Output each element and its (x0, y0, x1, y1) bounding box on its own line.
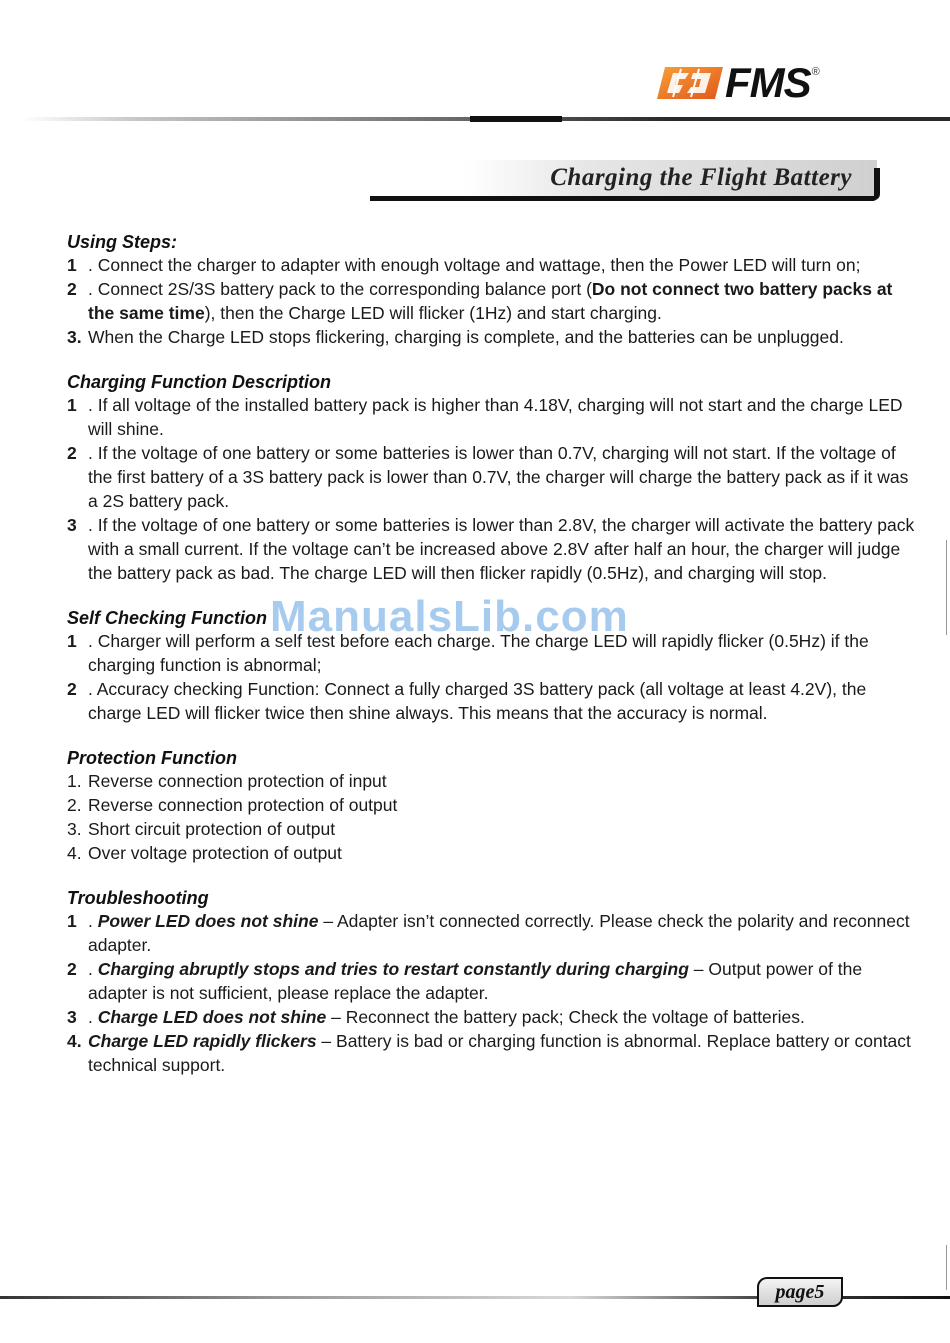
item-bold-text: Charge LED does not shine (97, 1007, 327, 1027)
item-number: 3. (67, 819, 82, 839)
item-number: 2. (67, 795, 82, 815)
item-number: 2 (67, 279, 77, 299)
item-text: Reverse connection protection of input (88, 771, 387, 791)
watermark: ManualsLib.com (270, 592, 629, 641)
page-number: page5 (775, 1280, 825, 1303)
list-item (67, 513, 917, 585)
item-number: 1 (67, 911, 77, 931)
title-underline (370, 196, 878, 201)
item-text: . Charger will perform a self test before each charge. The charge LED will rapidly flicker (0.5Hz) if the charging function is abnormal; (88, 631, 869, 675)
list-item (67, 393, 917, 441)
item-text: When the Charge LED stops flickering, charging is complete, and the batteries can be unplugged. (88, 327, 844, 347)
section-heading: Using Steps: (67, 232, 178, 252)
list-item (67, 957, 917, 1005)
item-text: . (88, 1007, 98, 1027)
item-number: 4. (67, 1031, 82, 1051)
item-text: . Connect 2S/3S battery pack to the corresponding balance port ( (88, 279, 592, 299)
item-number: 4. (67, 843, 82, 863)
troubleshooting-section (67, 887, 917, 1077)
registered-mark: ® (811, 66, 820, 78)
title-hook (874, 168, 880, 200)
fms-logo-mark-icon (655, 65, 723, 101)
list-item (67, 1005, 917, 1029)
item-text: ), then the Charge LED will flicker (1Hz) and start charging. (204, 303, 662, 323)
item-text: – Reconnect the battery pack; Check the voltage of batteries. (326, 1007, 805, 1027)
item-number: 1 (67, 631, 77, 651)
section-heading: Charging Function Description (67, 372, 331, 392)
manual-content (67, 231, 917, 1099)
item-bold-text: Charging abruptly stops and tries to restart constantly during charging (97, 959, 689, 979)
item-text: Over voltage protection of output (88, 843, 342, 863)
section-heading: Troubleshooting (67, 888, 209, 908)
item-text: . Connect the charger to adapter with enough voltage and wattage, then the Power LED will turn on; (88, 255, 861, 275)
item-text: . If the voltage of one battery or some batteries is lower than 0.7V, charging will not start. If the voltage of the first battery of a 3S battery pack is lower than 0.7V, the charger will charge the battery pack as if it was a 2S battery pack. (88, 443, 909, 511)
item-text: . (88, 959, 98, 979)
section-heading: Protection Function (67, 748, 237, 768)
margin-line (946, 540, 947, 635)
item-text: . If the voltage of one battery or some batteries is lower than 2.8V, the charger will activate the battery pack with a small current. If the voltage can’t be increased above 2.8V after half an hour, the charger will judge the battery pack as bad. The charge LED will then flicker rapidly (0.5Hz), and charging will stop. (88, 515, 915, 583)
list-item (67, 909, 917, 957)
item-number: 1 (67, 255, 77, 275)
list-item (67, 677, 917, 725)
item-bold-text: Charge LED rapidly flickers (88, 1031, 317, 1051)
item-number: 2 (67, 679, 77, 699)
item-text: . Accuracy checking Function: Connect a fully charged 3S battery pack (all voltage at least 4.2V), the charge LED will flicker twice then shine always. This means that the accuracy is normal. (88, 679, 867, 723)
item-text: – Battery is bad or charging function is abnormal. Replace battery or contact technical support. (88, 1031, 911, 1075)
item-number: 1 (67, 395, 77, 415)
brand-logo (655, 60, 865, 106)
page-title: Charging the Flight Battery (550, 164, 852, 191)
list-item (67, 325, 917, 349)
list-item (67, 441, 917, 513)
charging-function-section (67, 371, 917, 585)
list-item (67, 253, 917, 277)
item-text: . If all voltage of the installed battery pack is higher than 4.18V, charging will not start and the charge LED will shine. (88, 395, 903, 439)
item-number: 3 (67, 515, 77, 535)
list-item (67, 1029, 917, 1077)
protection-section (67, 747, 917, 865)
list-item (67, 277, 917, 325)
page-number-tab (757, 1277, 843, 1307)
item-text: . (88, 911, 98, 931)
item-text: Short circuit protection of output (88, 819, 336, 839)
list-item (67, 817, 917, 841)
item-text: Reverse connection protection of output (88, 795, 398, 815)
item-number: 2 (67, 443, 77, 463)
item-number: 1. (67, 771, 82, 791)
list-item (67, 769, 917, 793)
list-item (67, 841, 917, 865)
logo-text: FMS (725, 59, 811, 106)
section-title-banner (370, 158, 882, 204)
using-steps-section (67, 231, 917, 349)
item-number: 2 (67, 959, 77, 979)
item-number: 3. (67, 327, 82, 347)
item-number: 3 (67, 1007, 77, 1027)
section-heading: Self Checking Function (67, 608, 268, 628)
item-text: – Output power of the adapter is not sufficient, please replace the adapter. (88, 959, 863, 1003)
item-text: – Adapter isn’t connected correctly. Please check the polarity and reconnect adapter. (88, 911, 910, 955)
list-item (67, 793, 917, 817)
header-divider-accent (470, 116, 562, 122)
item-bold-text: Power LED does not shine (97, 911, 319, 931)
margin-line (946, 1245, 947, 1290)
item-bold-text: Do not connect two battery packs at the same time (88, 279, 893, 323)
